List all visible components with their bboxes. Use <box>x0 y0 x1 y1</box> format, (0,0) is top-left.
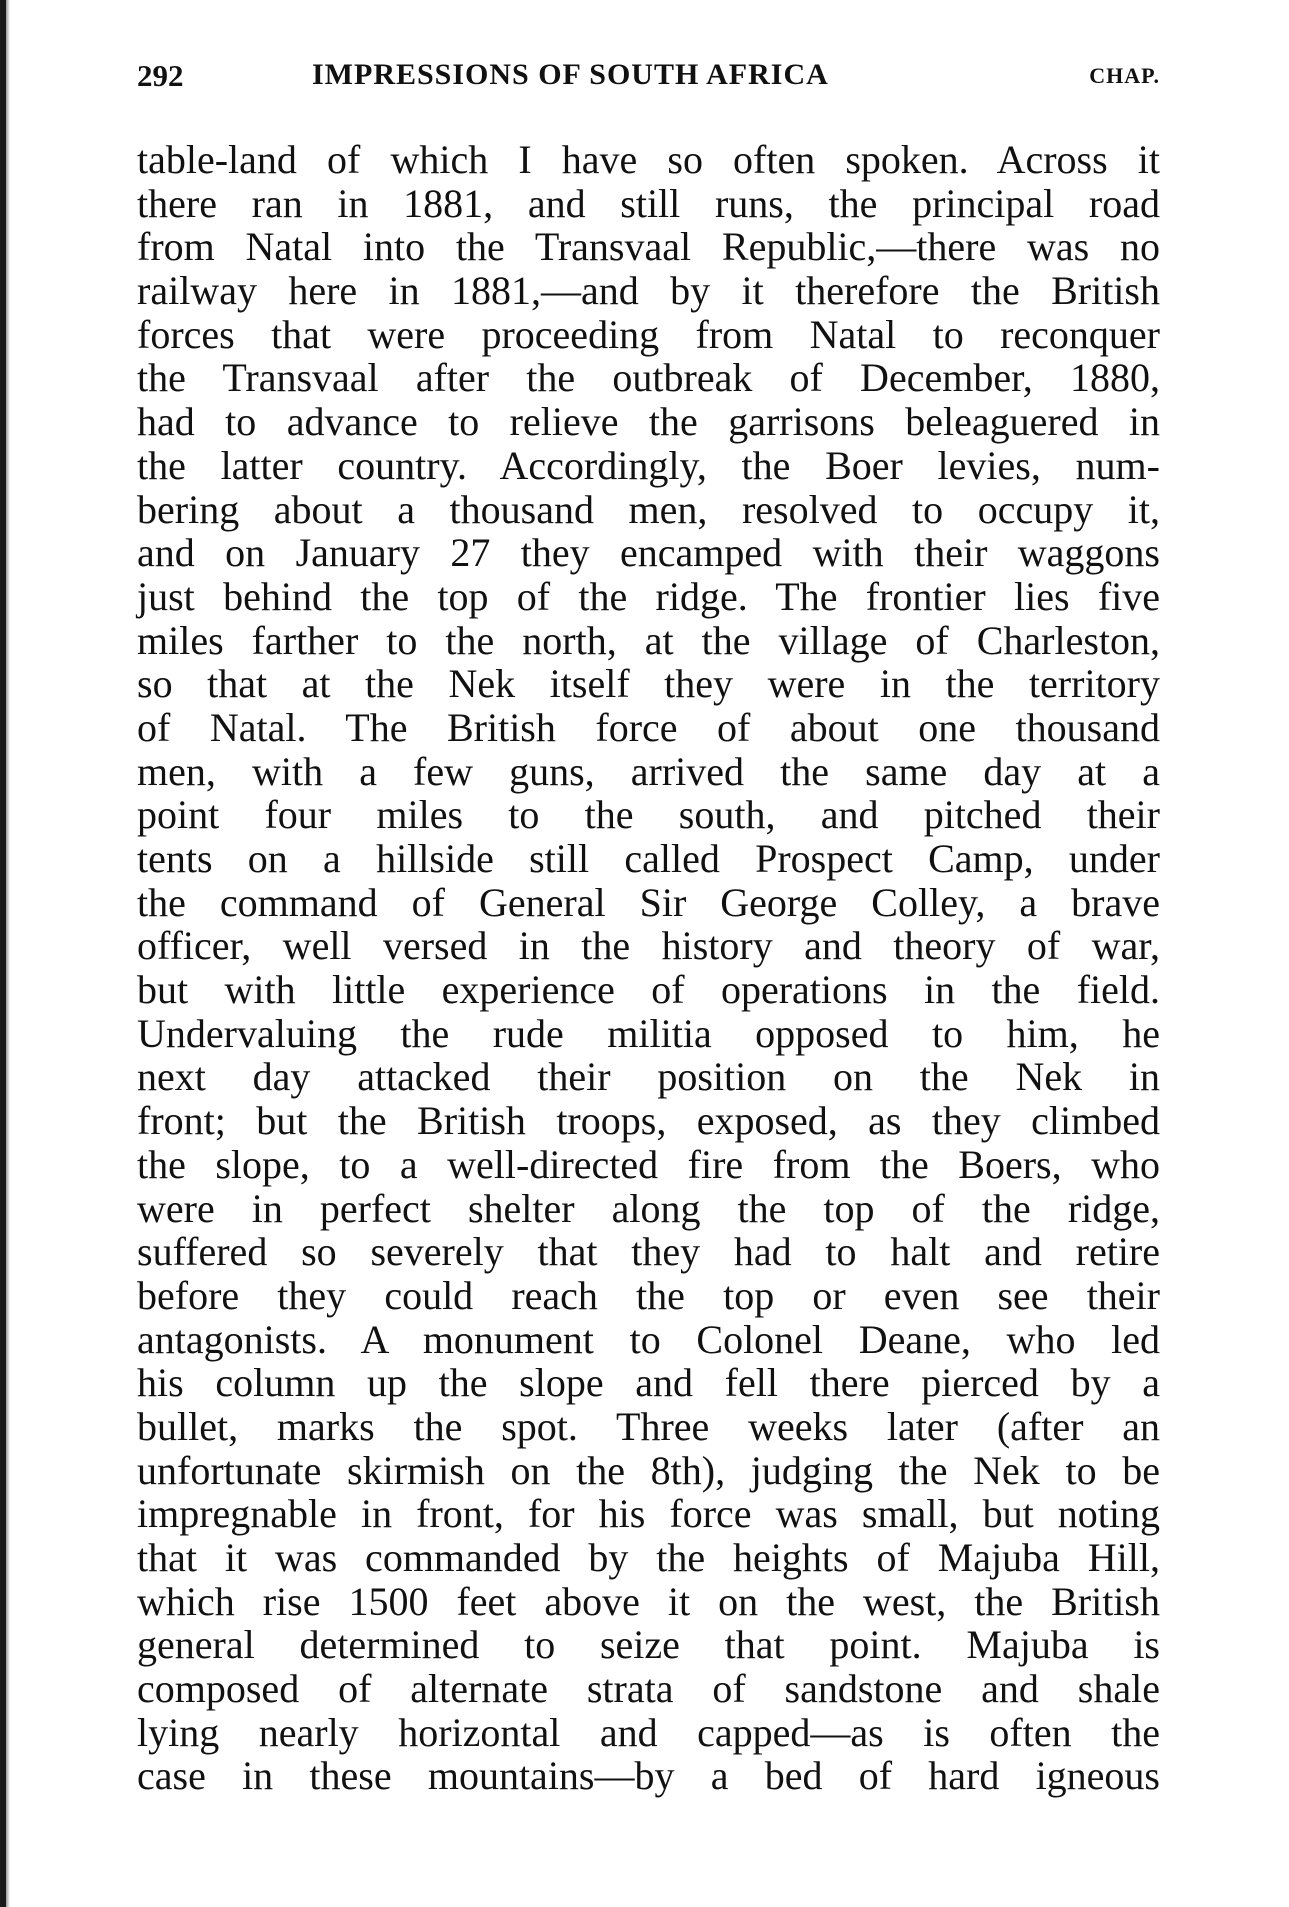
text-line: had to advance to relieve the garrisons beleaguered in <box>137 399 1160 445</box>
text-line: point four miles to the south, and pitched their <box>137 792 1160 838</box>
text-line: and on January 27 they encamped with their waggons <box>137 530 1160 576</box>
text-line: there ran in 1881, and still runs, the principal road <box>137 180 1160 226</box>
text-line: Undervaluing the rude militia opposed to him, he <box>137 1010 1160 1056</box>
text-line: unfortunate skirmish on the 8th), judging the Nek to be <box>137 1447 1160 1493</box>
text-line: bering about a thousand men, resolved to occupy it, <box>137 486 1160 532</box>
text-line: officer, well versed in the history and theory of war, <box>137 923 1160 969</box>
text-line: next day attacked their position on the Nek in <box>137 1054 1160 1100</box>
text-line: antagonists. A monument to Colonel Deane, who led <box>137 1316 1160 1362</box>
text-line: impregnable in front, for his force was small, but noting <box>137 1491 1160 1537</box>
text-line: table-land of which I have so often spoken. Across it <box>137 137 1160 182</box>
body-text <box>137 138 1160 1798</box>
text-line: suffered so severely that they had to halt and retire <box>137 1229 1160 1275</box>
text-line: his column up the slope and fell there pierced by a <box>137 1360 1160 1406</box>
running-title: IMPRESSIONS OF SOUTH AFRICA <box>312 58 829 91</box>
page-binding-shadow <box>6 0 10 1907</box>
text-line: lying nearly horizontal and capped—as is often the <box>137 1709 1160 1755</box>
text-line: composed of alternate strata of sandstone and shale <box>137 1666 1160 1712</box>
text-line: the latter country. Accordingly, the Boer levies, num- <box>137 442 1160 488</box>
text-line: front; but the British troops, exposed, as they climbed <box>137 1098 1160 1144</box>
text-line: were in perfect shelter along the top of the ridge, <box>137 1185 1160 1231</box>
text-line: the slope, to a well-directed fire from the Boers, who <box>137 1141 1160 1187</box>
text-line: but with little experience of operations in the field. <box>137 967 1160 1013</box>
running-head <box>137 58 1160 98</box>
text-line: so that at the Nek itself they were in the territory <box>137 661 1160 707</box>
text-line: men, with a few guns, arrived the same day at a <box>137 748 1160 794</box>
text-line: from Natal into the Transvaal Republic,—there was no <box>137 224 1160 270</box>
text-line: of Natal. The British force of about one thousand <box>137 704 1160 750</box>
text-line: railway here in 1881,—and by it therefore the British <box>137 268 1160 314</box>
text-line: the Transvaal after the outbreak of December, 1880, <box>137 355 1160 401</box>
page-number: 292 <box>137 58 184 93</box>
text-line: bullet, marks the spot. Three weeks later (after an <box>137 1403 1160 1449</box>
text-line: forces that were proceeding from Natal to reconquer <box>137 311 1160 357</box>
text-line: before they could reach the top or even see their <box>137 1272 1160 1318</box>
text-line: the command of General Sir George Colley, a brave <box>137 879 1160 925</box>
text-line: which rise 1500 feet above it on the west, the British <box>137 1578 1160 1624</box>
text-line: that it was commanded by the heights of Majuba Hill, <box>137 1535 1160 1580</box>
text-line: general determined to seize that point. Majuba is <box>137 1622 1160 1668</box>
text-line: tents on a hillside still called Prospect Camp, under <box>137 836 1160 881</box>
text-line: case in these mountains—by a bed of hard igneous <box>137 1753 1160 1799</box>
text-line: just behind the top of the ridge. The frontier lies five <box>137 573 1160 619</box>
text-line: miles farther to the north, at the village of Charleston, <box>137 617 1160 663</box>
chapter-label: CHAP. <box>1089 63 1160 88</box>
